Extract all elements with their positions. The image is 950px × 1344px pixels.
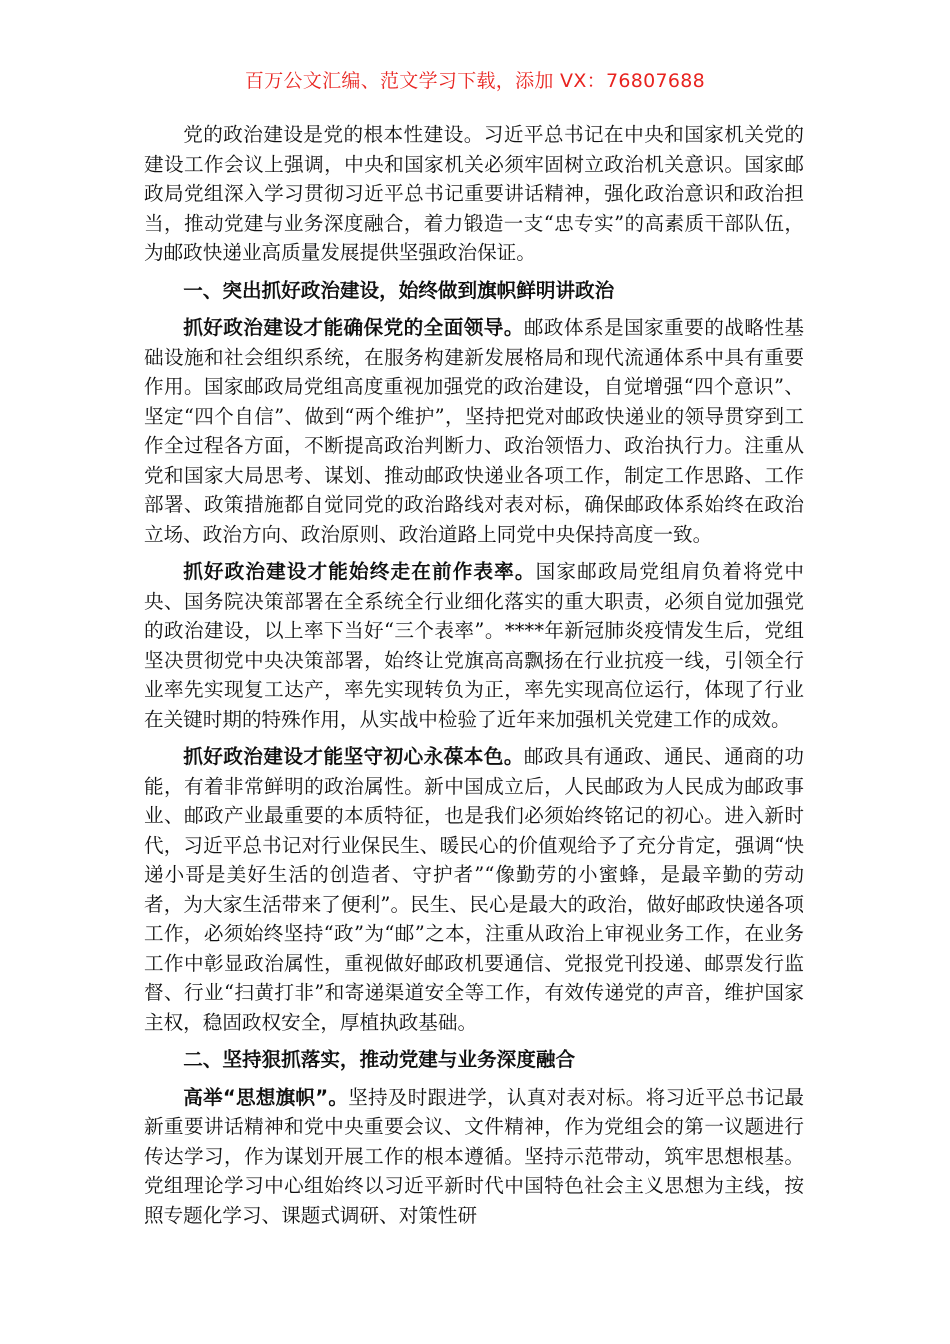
paragraph-lead: 抓好政治建设才能坚守初心永葆本色。 xyxy=(183,745,524,768)
section-1-paragraph-1 xyxy=(144,313,804,549)
paragraph-lead: 高举“思想旗帜”。 xyxy=(183,1085,349,1109)
watermark-header: 百万公文汇编、范文学习下载，添加 VX：76807688 xyxy=(244,70,706,92)
paragraph-text: 坚持及时跟进学，认真对表对标。将习近平总书记最新重要讲话精神和党中央重要会议、文件精神，作为党组会的第一议题进行传达学习，作为谋划开展工作的根本遵循。坚持示范带动，筑牢思想根基。党组理论学习中心组始终以习近平新时代中国特色社会主义思想为主线，按照专题化学习、课题式调研、对策性研 xyxy=(144,1085,804,1227)
document-body xyxy=(144,120,804,1238)
paragraph-lead: 抓好政治建设才能始终走在前作表率。 xyxy=(183,560,536,583)
paragraph-text: 邮政体系是国家重要的战略性基础设施和社会组织系统，在服务构建新发展格局和现代流通体系中具有重要作用。国家邮政局党组高度重视加强党的政治建设，自觉增强“四个意识”、坚定“四个自信”、做到“两个维护”，坚持把党对邮政快递业的领导贯穿到工作全过程各方面，不断提高政治判断力、政治领悟力、政治执行力。注重从党和国家大局思考、谋划、推动邮政快递业各项工作，制定工作思路、工作部署、政策措施都自觉同党的政治路线对表对标，确保邮政体系始终在政治立场、政治方向、政治原则、政治道路上同党中央保持高度一致。 xyxy=(144,316,805,546)
section-1-paragraph-3 xyxy=(144,742,804,1037)
paragraph-lead: 抓好政治建设才能确保党的全面领导。 xyxy=(183,316,524,339)
section-1-heading: 一、突出抓好政治建设，始终做到旗帜鲜明讲政治 xyxy=(183,278,615,302)
section-1-paragraph-2 xyxy=(144,557,804,734)
section-2-paragraph-1 xyxy=(144,1083,804,1231)
paragraph-text: 国家邮政局党组肩负着将党中央、国务院决策部署在全系统全行业细化落实的重大职责，必须自觉加强党的政治建设，以上率下当好“三个表率”。****年新冠肺炎疫情发生后，党组坚决贯彻党中央决策部署，始终让党旗高高飘扬在行业抗疫一线，引领全行业率先实现复工达产，率先实现转负为正，率先实现高位运行，体现了行业在关键时期的特殊作用，从实战中检验了近年来加强机关党建工作的成效。 xyxy=(144,560,805,731)
section-2-heading: 二、坚持狠抓落实，推动党建与业务深度融合 xyxy=(183,1048,576,1071)
paragraph-text: 邮政具有通政、通民、通商的功能，有着非常鲜明的政治属性。新中国成立后，人民邮政为人民成为邮政事业、邮政产业最重要的本质特征，也是我们必须始终铭记的初心。进入新时代，习近平总书记对行业保民生、暖民心的价值观给予了充分肯定，强调“快递小哥是美好生活的创造者、守护者”“像勤劳的小蜜蜂，是最辛勤的劳动者，为大家生活带来了便利”。民生、民心是最大的政治，做好邮政快递各项工作，必须始终坚持“政”为“邮”之本，注重从政治上审视业务工作，在业务工作中彰显政治属性，重视做好邮政机要通信、党报党刊投递、邮票发行监督、行业“扫黄打非”和寄递渠道安全等工作，有效传递党的声音，维护国家主权，稳固政权安全，厚植执政基础。 xyxy=(144,745,805,1034)
intro-paragraph: 党的政治建设是党的根本性建设。习近平总书记在中央和国家机关党的建设工作会议上强调，中央和国家机关必须牢固树立政治机关意识。国家邮政局党组深入学习贯彻习近平总书记重要讲话精神，强化政治意识和政治担当，推动党建与业务深度融合，着力锻造一支“忠专实”的高素质干部队伍，为邮政快递业高质量发展提供坚强政治保证。 xyxy=(144,123,804,264)
